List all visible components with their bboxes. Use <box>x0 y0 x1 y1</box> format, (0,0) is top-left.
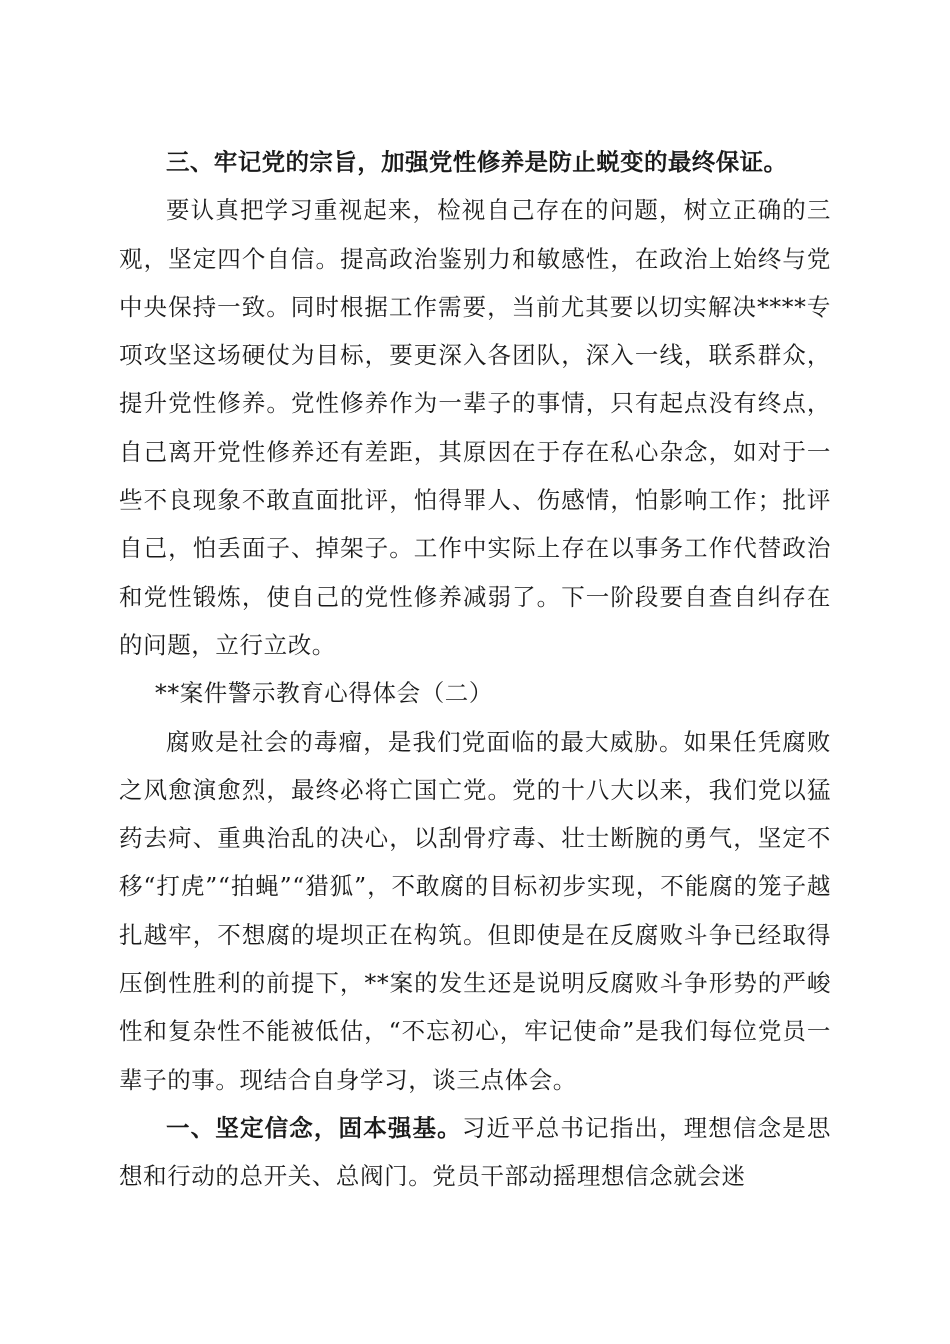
point-one-body: 习近平总书记指出，理想信念是思想和行动的总开关、总阀门。党员干部动摇理想信念就会迷 <box>119 1113 832 1191</box>
article-subtitle: **案件警示教育心得体会（二） <box>155 679 493 708</box>
paragraph-anti-corruption: 腐败是社会的毒瘤，是我们党面临的最大威胁。如果任凭腐败之风愈演愈烈，最终必将亡国亡党。党的十八大以来，我们党以猛药去疴、重典治乱的决心，以刮骨疗毒、壮士断腕的勇气，坚定不移“打虎”“拍蝇”“猎狐”，不敢腐的目标初步实现，不能腐的笼子越扎越牢，不想腐的堤坝正在构筑。但即使是在反腐败斗争已经取得压倒性胜利的前提下，**案的发生还是说明反腐败斗争形势的严峻性和复杂性不能被低估，“不忘初心，牢记使命”是我们每位党员一辈子的事。现结合自身学习，谈三点体会。 <box>119 727 831 1094</box>
paragraph-party-cultivation: 要认真把学习重视起来，检视自己存在的问题，树立正确的三观，坚定四个自信。提高政治鉴别力和敏感性，在政治上始终与党中央保持一致。同时根据工作需要，当前尤其要以切实解决****专项攻坚这场硬仗为目标，要更深入各团队，深入一线，联系群众，提升党性修养。党性修养作为一辈子的事情，只有起点没有终点，自己离开党性修养还有差距，其原因在于存在私心杂念，如对于一些不良现象不敢直面批评，怕得罪人、伤感情，怕影响工作；批评自己，怕丢面子、掉架子。工作中实际上存在以事务工作代替政治和党性锻炼，使自己的党性修养减弱了。下一阶段要自查自纠存在的问题，立行立改。 <box>119 196 831 659</box>
paragraph-point-one <box>119 1104 831 1201</box>
point-one-title: 一、坚定信念，固本强基。 <box>166 1113 462 1142</box>
document-body <box>119 138 831 1201</box>
section-heading: 三、牢记党的宗旨，加强党性修养是防止蜕变的最终保证。 <box>166 148 788 176</box>
